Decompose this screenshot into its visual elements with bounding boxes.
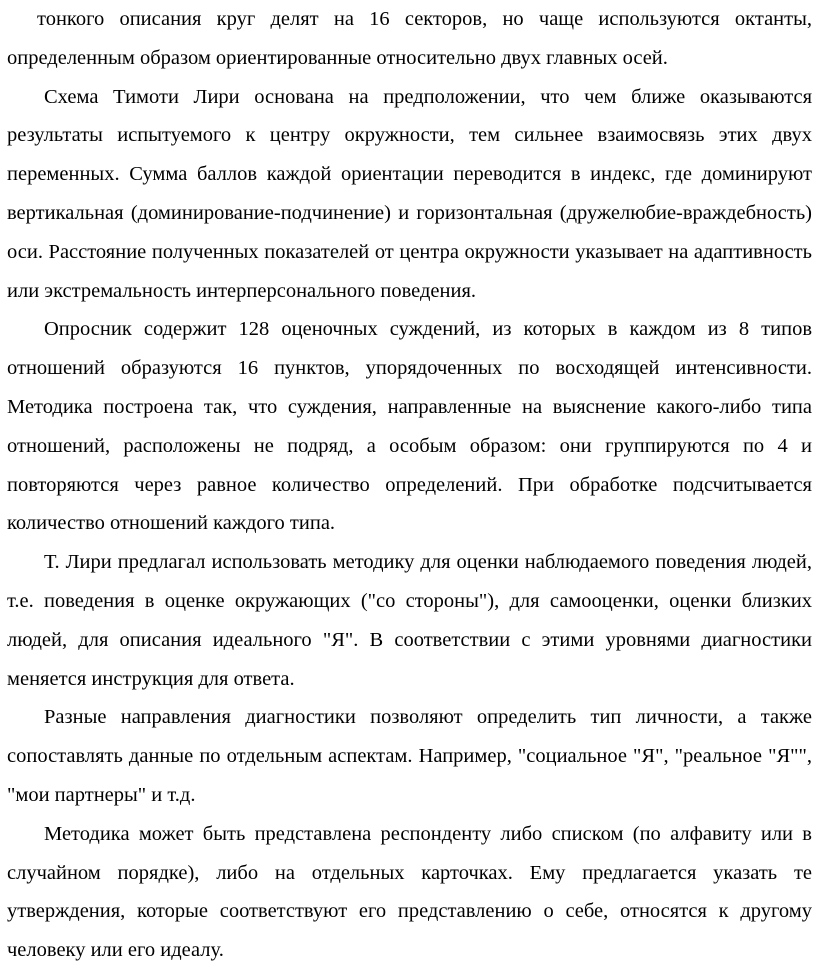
paragraph-usage: Т. Лири предлагал использовать методику для оценки наблюдаемого поведения людей, т.е. поведения в оценке окружающих ("со стороны"), для самооценки, оценки близких людей, для описания идеального "Я". В соответствии с этими уровнями диагностики меняется инструкция для ответа.	[7, 551, 812, 690]
paragraph-diagnostics: Разные направления диагностики позволяют определить тип личности, а также сопоставлять данные по отдельным аспектам. Например, "социальное "Я", "реальное "Я"", "мои партнеры" и т.д.	[7, 706, 812, 806]
paragraph-presentation: Методика может быть представлена респонденту либо списком (по алфавиту или в случайном порядке), либо на отдельных карточках. Ему предлагается указать те утверждения, которые соответствуют его представлению о себе, относятся к другому человеку или его идеалу.	[7, 822, 812, 962]
paragraph-questionnaire: Опросник содержит 128 оценочных суждений, из которых в каждом из 8 типов отношений образуются 16 пунктов, упорядоченных по восходящей интенсивности. Методика построена так, что суждения, направленные на выяснение какого-либо типа отношений, расположены не подряд, а особым образом: они группируются по 4 и повторяются через равное количество определений. При обработке подсчитывается количество отношений каждого типа.	[7, 318, 812, 535]
document-page	[7, 0, 812, 970]
paragraph-octants: тонкого описания круг делят на 16 секторов, но чаще используются октанты, определенным образом ориентированные относительно двух главных осей.	[7, 8, 812, 69]
paragraph-leary-scheme: Схема Тимоти Лири основана на предположении, что чем ближе оказываются результаты испытуемого к центру окружности, тем сильнее взаимосвязь этих двух переменных. Сумма баллов каждой ориентации переводится в индекс, где доминируют вертикальная (доминирование-подчинение) и горизонтальная (дружелюбие-враждебность) оси. Расстояние полученных показателей от центра окружности указывает на адаптивность или экстремальность интерперсонального поведения.	[7, 85, 812, 302]
